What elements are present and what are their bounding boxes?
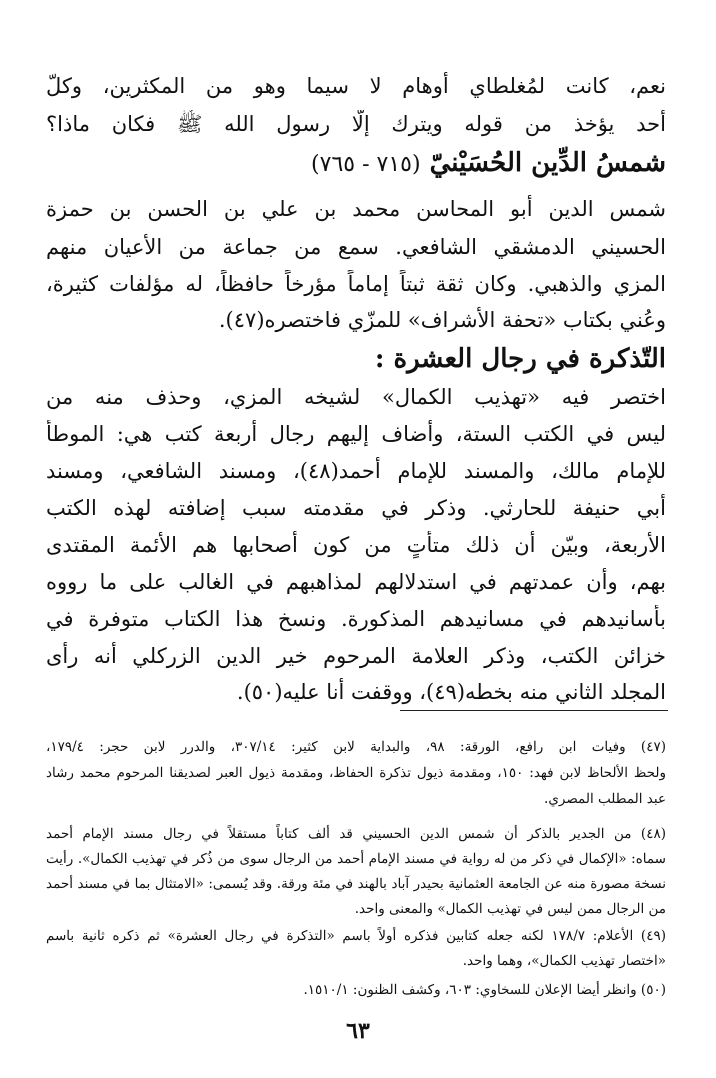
section-heading-book: التّذكرة في رجال العشرة : [374, 344, 666, 374]
body-line: اختصر فيه «تهذيب الكمال» لشيخه المزي، وحذف منه من [46, 385, 666, 409]
body-line: أحد يؤخذ من قوله ويترك إلّا رسول الله ﷺ فكان ماذا؟ [46, 112, 666, 136]
body-line: المجلد الثاني منه بخطه(٤٩)، ووقفت أنا عليه(٥٠). [236, 680, 666, 704]
author-years: (٧١٥ - ٧٦٥) [311, 152, 421, 177]
footnote-separator [400, 710, 668, 711]
body-line: بأسانيدهم في مسانيدهم المذكورة. ونسخ هذا الكتاب متوفرة في [46, 607, 666, 631]
footnote-line: عبد المطلب المصري. [544, 791, 666, 807]
footnote-line: (٤٨) من الجدير بالذكر أن شمس الدين الحسيني قد ألف كتاباً مستقلاً في رجال مسند الإمام أحمد [46, 826, 666, 842]
footnote-line: (٤٩) الأعلام: ١٧٨/٧ لكنه جعله كتابين فذكره أولاً باسم «التذكرة في رجال العشرة» ثم ذكره ثانية باسم [46, 928, 666, 944]
body-line: خزائن الكتب، وذكر العلامة المرحوم خير الدين الزركلي أنه رأى [46, 644, 666, 668]
body-line: للإمام مالك، والمسند للإمام أحمد(٤٨)، ومسند الشافعي، ومسند [46, 459, 666, 483]
footnote-line: «اختصار تهذيب الكمال»، وهما واحد. [462, 953, 666, 969]
footnote-line: (٤٧) وفيات ابن رافع، الورقة: ٩٨، والبداية لابن كثير: ٣٠٧/١٤، والدرر لابن حجر: ١٧٩/٤، [46, 739, 666, 755]
footnote-line: ولحظ الألحاظ لابن فهد: ١٥٠، ومقدمة ذيول تذكرة الحفاظ، ومقدمة ذيول العبر لصديقنا المرحوم محمد رشاد [46, 765, 666, 781]
footnote-line: من الرجال ممن ليس في تهذيب الكمال» والمعنى واحد. [354, 901, 666, 917]
section-heading-author [311, 147, 666, 181]
page-number: ٦٣ [346, 1018, 370, 1044]
body-line: ليس في الكتب الستة، وأضاف إليهم رجال أربعة كتب هي: الموطأ [46, 422, 666, 446]
body-line: أبي حنيفة للحارثي. وذكر في مقدمته سبب إضافته لهذه الكتب [46, 496, 666, 520]
body-line: المزي والذهبي. وكان ثقة ثبتاً إماماً مؤرخاً حافظاً، له مؤلفات كثيرة، [46, 272, 666, 296]
body-line: وعُني بكتاب «تحفة الأشراف» للمزّي فاختصره(٤٧). [218, 308, 666, 332]
body-line: الحسيني الدمشقي الشافعي. سمع من جماعة من الأعيان منهم [46, 235, 666, 259]
body-line: شمس الدين أبو المحاسن محمد بن علي بن الحسن بن حمزة [46, 197, 666, 221]
footnote-line: (٥٠) وانظر أيضا الإعلان للسخاوي: ٦٠٣، وكشف الظنون: ١٥١٠/١. [303, 982, 666, 998]
footnote-line: نسخة مصورة منه عن الجامعة العثمانية بحيدر آباد بالهند في مئة ورقة. وقد يُسمى: «الامتثال بما في مسند أحمد [46, 876, 666, 892]
footnote-line: سماه: «الإكمال في ذكر من له رواية في مسند الإمام أحمد من الرجال سوى من ذُكر في تهذيب الكمال». رأيت [46, 851, 666, 867]
body-line: الأربعة، وبيّن أن ذلك متأتٍ من كون أصحابها هم الأئمة المقتدى [46, 533, 666, 557]
body-line: بهم، وأن عمدتهم في استدلالهم لمذاهبهم في الغالب على ما رووه [46, 570, 666, 594]
body-line: نعم، كانت لمُغلطاي أوهام لا سيما وهو من المكثرين، وكلّ [46, 74, 666, 98]
author-name: شمسُ الدِّين الحُسَيْنيّ [429, 148, 666, 178]
